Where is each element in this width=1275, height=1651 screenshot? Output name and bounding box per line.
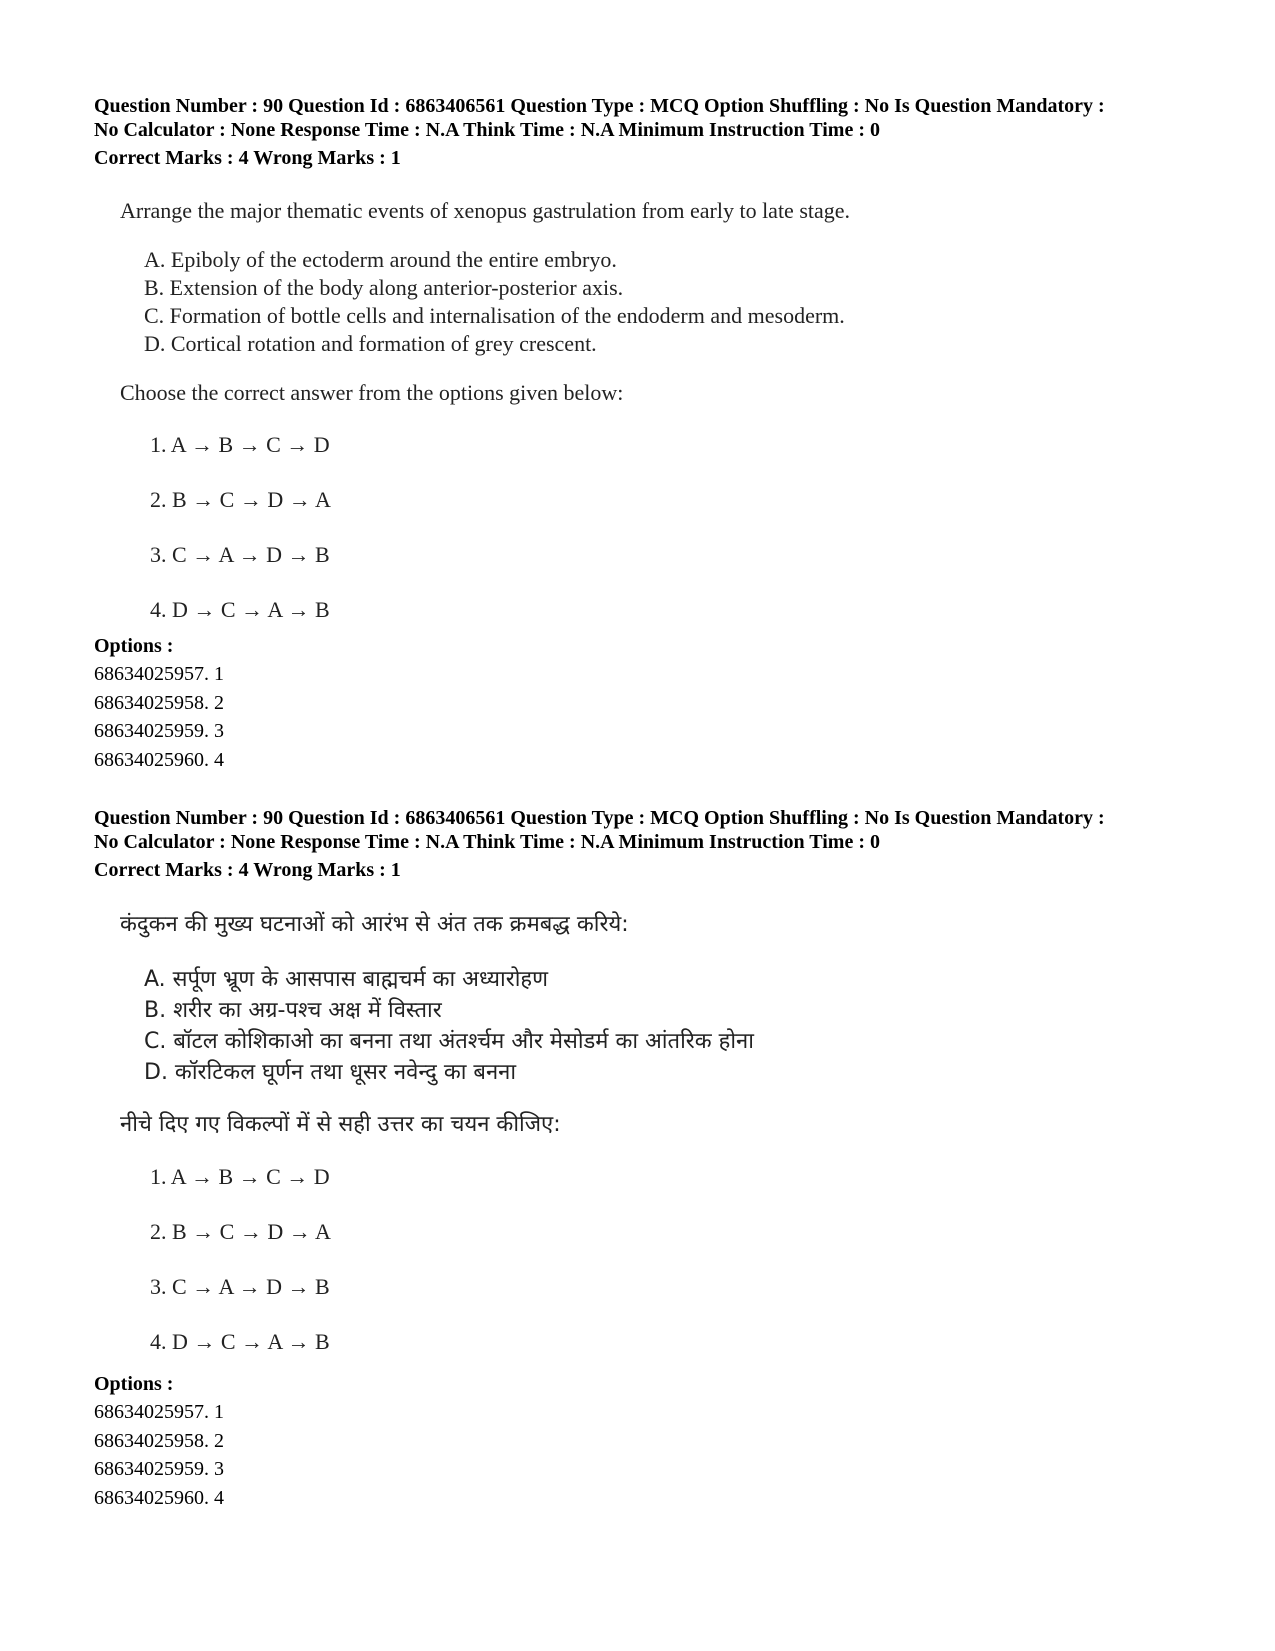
question-meta-line-2: No Calculator : None Response Time : N.A Think Time : N.A Minimum Instruction Time : 0 [94,118,880,141]
question-body [120,198,1020,652]
statement-d: D. Cortical rotation and formation of grey crescent. [144,331,597,356]
options-section [94,1370,1214,1512]
answer-choice-1: 1. A → B → C → D [150,1164,330,1189]
marks-line: Correct Marks : 4 Wrong Marks : 1 [94,859,401,881]
option-item: 68634025958. 2 [94,691,224,714]
options-title: Options : [94,635,174,657]
answer-choice-3: 3. C → A → D → B [150,542,330,567]
question-body [120,912,1020,1384]
option-item: 68634025958. 2 [94,1429,224,1452]
statement-b: B. शरीर का अग्र-पश्च अक्ष में विस्तार [144,998,442,1023]
options-title: Options : [94,1373,174,1395]
statement-a: A. सर्पूण भ्रूण के आसपास बाह्मचर्म का अध्यारोहण [144,967,548,992]
option-item: 68634025957. 1 [94,1401,224,1423]
answer-choice-2: 2. B → C → D → A [150,487,331,512]
answer-choice-4: 4. D → C → A → B [150,1329,330,1354]
question-stem: कंदुकन की मुख्य घटनाओं को आरंभ से अंत तक क्रमबद्ध करिये: [120,912,629,937]
option-item: 68634025957. 1 [94,663,224,685]
answer-choice-4: 4. D → C → A → B [150,597,330,622]
question-header [94,807,1214,882]
option-item: 68634025959. 3 [94,1458,224,1480]
answer-choice-3: 3. C → A → D → B [150,1274,330,1299]
question-meta-line-2: No Calculator : None Response Time : N.A Think Time : N.A Minimum Instruction Time : 0 [94,830,880,853]
question-header [94,95,1214,170]
statement-b: B. Extension of the body along anterior-posterior axis. [144,275,624,300]
options-section [94,632,1214,774]
statement-d: D. कॉरटिकल घूर्णन तथा धूसर नवेन्दु का बनना [144,1060,517,1085]
choose-instruction: Choose the correct answer from the options given below: [120,380,624,405]
option-item: 68634025959. 3 [94,720,224,742]
question-meta-line-1: Question Number : 90 Question Id : 6863406561 Question Type : MCQ Option Shuffling : No Is Question Mandatory : [94,95,1105,117]
question-stem: Arrange the major thematic events of xenopus gastrulation from early to late stage. [120,198,851,223]
answer-choice-2: 2. B → C → D → A [150,1219,331,1244]
statement-c: C. Formation of bottle cells and internalisation of the endoderm and mesoderm. [144,303,845,328]
statement-c: C. बॉटल कोशिकाओ का बनना तथा अंतर्श्चम और मेसोडर्म का आंतरिक होना [144,1029,754,1054]
answer-choice-1: 1. A → B → C → D [150,432,330,457]
option-item: 68634025960. 4 [94,748,224,771]
statement-a: A. Epiboly of the ectoderm around the entire embryo. [144,247,617,272]
option-item: 68634025960. 4 [94,1486,224,1509]
marks-line: Correct Marks : 4 Wrong Marks : 1 [94,147,401,169]
choose-instruction: नीचे दिए गए विकल्पों में से सही उत्तर का चयन कीजिए: [120,1112,561,1137]
question-meta-line-1: Question Number : 90 Question Id : 6863406561 Question Type : MCQ Option Shuffling : No Is Question Mandatory : [94,807,1105,829]
